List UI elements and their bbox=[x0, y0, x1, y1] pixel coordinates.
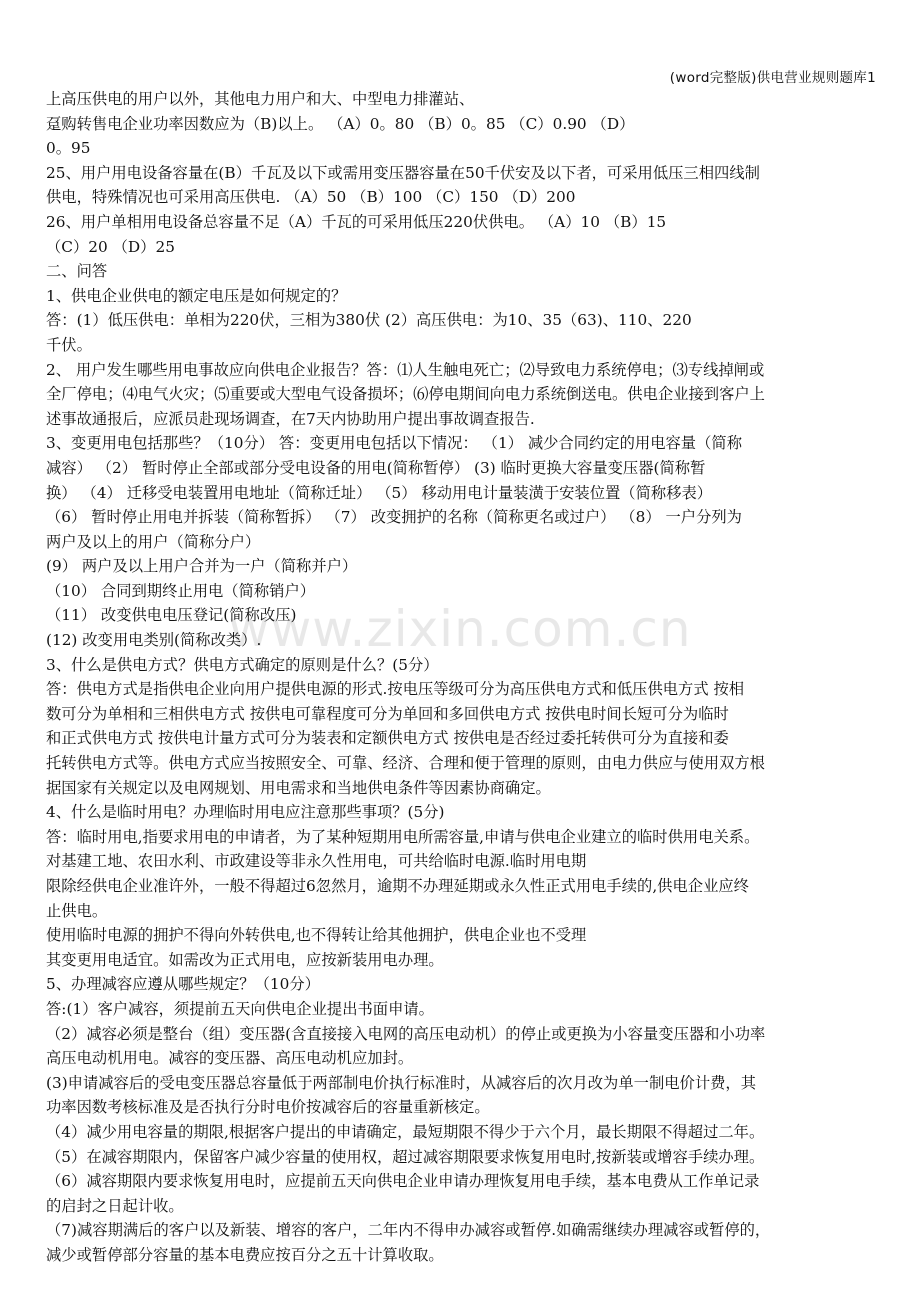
text-line: 二、问答 bbox=[46, 262, 108, 281]
text-line: 供电，特殊情况也可采用高压供电. （A）50 （B）100 （C）150 （D）200 bbox=[46, 188, 576, 207]
text-line: 止供电。 bbox=[46, 901, 108, 920]
text-line: (9） 两户及以上用户合并为一户（简称并户） bbox=[46, 557, 358, 576]
text-line: 高压电动机用电。减容的变压器、高压电动机应加封。 bbox=[46, 1049, 414, 1068]
text-line: （6） 暂时停止用电并拆装（简称暂拆） （7） 改变拥护的名称（简称更名或过户） （8） 一户分列为 bbox=[46, 508, 742, 527]
text-line: 对基建工地、农田水利、市政建设等非永久性用电，可共给临时电源.临时用电期 bbox=[46, 852, 587, 871]
text-line: （C）20 （D）25 bbox=[46, 237, 175, 256]
text-line: 答：(1）低压供电：单相为220伏，三相为380伏 (2）高压供电：为10、35（63)、110、220 bbox=[46, 311, 692, 330]
text-line: 趸购转售电企业功率因数应为（B)以上。 （A）0。80 （B）0。85 （C）0.90 （D） bbox=[46, 114, 635, 133]
text-line: 3、什么是供电方式？供电方式确定的原则是什么？(5分） bbox=[46, 655, 439, 674]
text-line: （10） 合同到期终止用电（简称销户） bbox=[46, 581, 316, 600]
text-line: 限除经供电企业准许外，一般不得超过6忽然月，逾期不办理延期或永久性正式用电手续的,供电企业应终 bbox=[46, 877, 749, 895]
text-line: 答：临时用电,指要求用电的申请者，为了某种短期用电所需容量,申请与供电企业建立的临时供用电关系。 bbox=[46, 827, 760, 846]
text-line: 使用临时电源的拥护不得向外转供电,也不得转让给其他拥护，供电企业也不受理 bbox=[46, 926, 587, 945]
text-line: 减容） （2） 暂时停止全部或部分受电设备的用电(简称暂停） (3) 临时更换大容量变压器(简称暂 bbox=[46, 458, 706, 477]
document-body bbox=[46, 87, 878, 1268]
text-line: 2、 用户发生哪些用电事故应向供电企业报告？答：⑴人生触电死亡；⑵导致电力系统停电；⑶专线掉闸或 bbox=[46, 360, 765, 379]
text-line: 全厂停电；⑷电气火灾；⑸重要或大型电气设备损坏；⑹停电期间向电力系统倒送电。供电企业接到客户上 bbox=[46, 385, 765, 404]
text-line: 功率因数考核标准及是否执行分时电价按减容后的容量重新核定。 bbox=[46, 1098, 490, 1117]
text-line: 答：供电方式是指供电企业向用户提供电源的形式.按电压等级可分为高压供电方式和低压供电方式 按相 bbox=[46, 680, 745, 699]
text-line: 3、变更用电包括那些？（10分） 答：变更用电包括以下情况： （1） 减少合同约定的用电容量（简称 bbox=[46, 434, 742, 453]
text-line: 两户及以上的用户（简称分户） bbox=[46, 532, 261, 551]
text-line: 换） （4） 迁移受电装置用电地址（简称迁址） （5） 移动用电计量装潢于安装位置（简称移表） bbox=[46, 483, 713, 502]
text-line: （4）减少用电容量的期限,根据客户提出的申请确定，最短期限不得少于六个月，最长期限不得超过二年。 bbox=[46, 1122, 765, 1141]
text-line: (12) 改变用电类别(简称改类）. bbox=[46, 631, 262, 650]
text-line: （11） 改变供电电压登记(简称改压) bbox=[46, 606, 297, 625]
text-line: （7)减容期满后的客户以及新装、增容的客户，二年内不得申办减容或暂停.如确需继续办理减容或暂停的， bbox=[46, 1221, 771, 1240]
text-line: 0。95 bbox=[46, 139, 91, 158]
text-line: 托转供电方式等。供电方式应当按照安全、可靠、经济、合理和便于管理的原则，由电力供应与使用双方根 bbox=[46, 754, 765, 773]
text-line: （5）在减容期限内，保留客户减少容量的使用权，超过减容期限要求恢复用电时,按新装或增容手续办理。 bbox=[46, 1147, 765, 1166]
text-line: 1、供电企业供电的额定电压是如何规定的？ bbox=[46, 286, 347, 305]
text-line: 减少或暂停部分容量的基本电费应按百分之五十计算收取。 bbox=[46, 1245, 444, 1264]
text-line: 其变更用电适宜。如需改为正式用电，应按新装用电办理。 bbox=[46, 950, 444, 969]
text-line: 千伏。 bbox=[46, 335, 92, 354]
text-line: 的启封之日起计收。 bbox=[46, 1196, 184, 1215]
text-line: （6）减容期限内要求恢复用电时，应提前五天向供电企业申请办理恢复用电手续，基本电费从工作单记录 bbox=[46, 1172, 760, 1191]
watermark: www.zixin.com.cn bbox=[228, 600, 692, 658]
text-line: 据国家有关规定以及电网规划、用电需求和当地供电条件等因素协商确定。 bbox=[46, 778, 551, 797]
text-line: 26、用户单相用电设备总容量不足（A）千瓦的可采用低压220伏供电。 （A）10 （B）15 bbox=[46, 212, 667, 231]
text-line: （2）减容必须是整台（组）变压器(含直接接入电网的高压电动机）的停止或更换为小容量变压器和小功率 bbox=[46, 1024, 766, 1043]
text-line: 和正式供电方式 按供电计量方式可分为装表和定额供电方式 按供电是否经过委托转供可分为直接和委 bbox=[46, 729, 729, 748]
text-line: 4、什么是临时用电？办理临时用电应注意那些事项？(5分) bbox=[46, 803, 445, 822]
text-line: 数可分为单相和三相供电方式 按供电可靠程度可分为单回和多回供电方式 按供电时间长短可分为临时 bbox=[46, 704, 729, 723]
text-line: 25、用户用电设备容量在(B）千瓦及以下或需用变压器容量在50千伏安及以下者，可采用低压三相四线制 bbox=[46, 163, 760, 182]
text-line: 上高压供电的用户以外，其他电力用户和大、中型电力排灌站、 bbox=[46, 90, 475, 108]
text-line: 述事故通报后，应派员赴现场调查，在7天内协助用户提出事故调查报告. bbox=[46, 409, 535, 428]
text-line: 答:(1）客户减容，须提前五天向供电企业提出书面申请。 bbox=[46, 999, 434, 1018]
text-line: (3)申请减容后的受电变压器总容量低于两部制电价执行标准时，从减容后的次月改为单一制电价计费，其 bbox=[46, 1073, 757, 1092]
page-header-title: (word完整版)供电营业规则题库1 bbox=[669, 70, 876, 86]
text-line: 5、办理减容应遵从哪些规定？（10分） bbox=[46, 975, 320, 994]
